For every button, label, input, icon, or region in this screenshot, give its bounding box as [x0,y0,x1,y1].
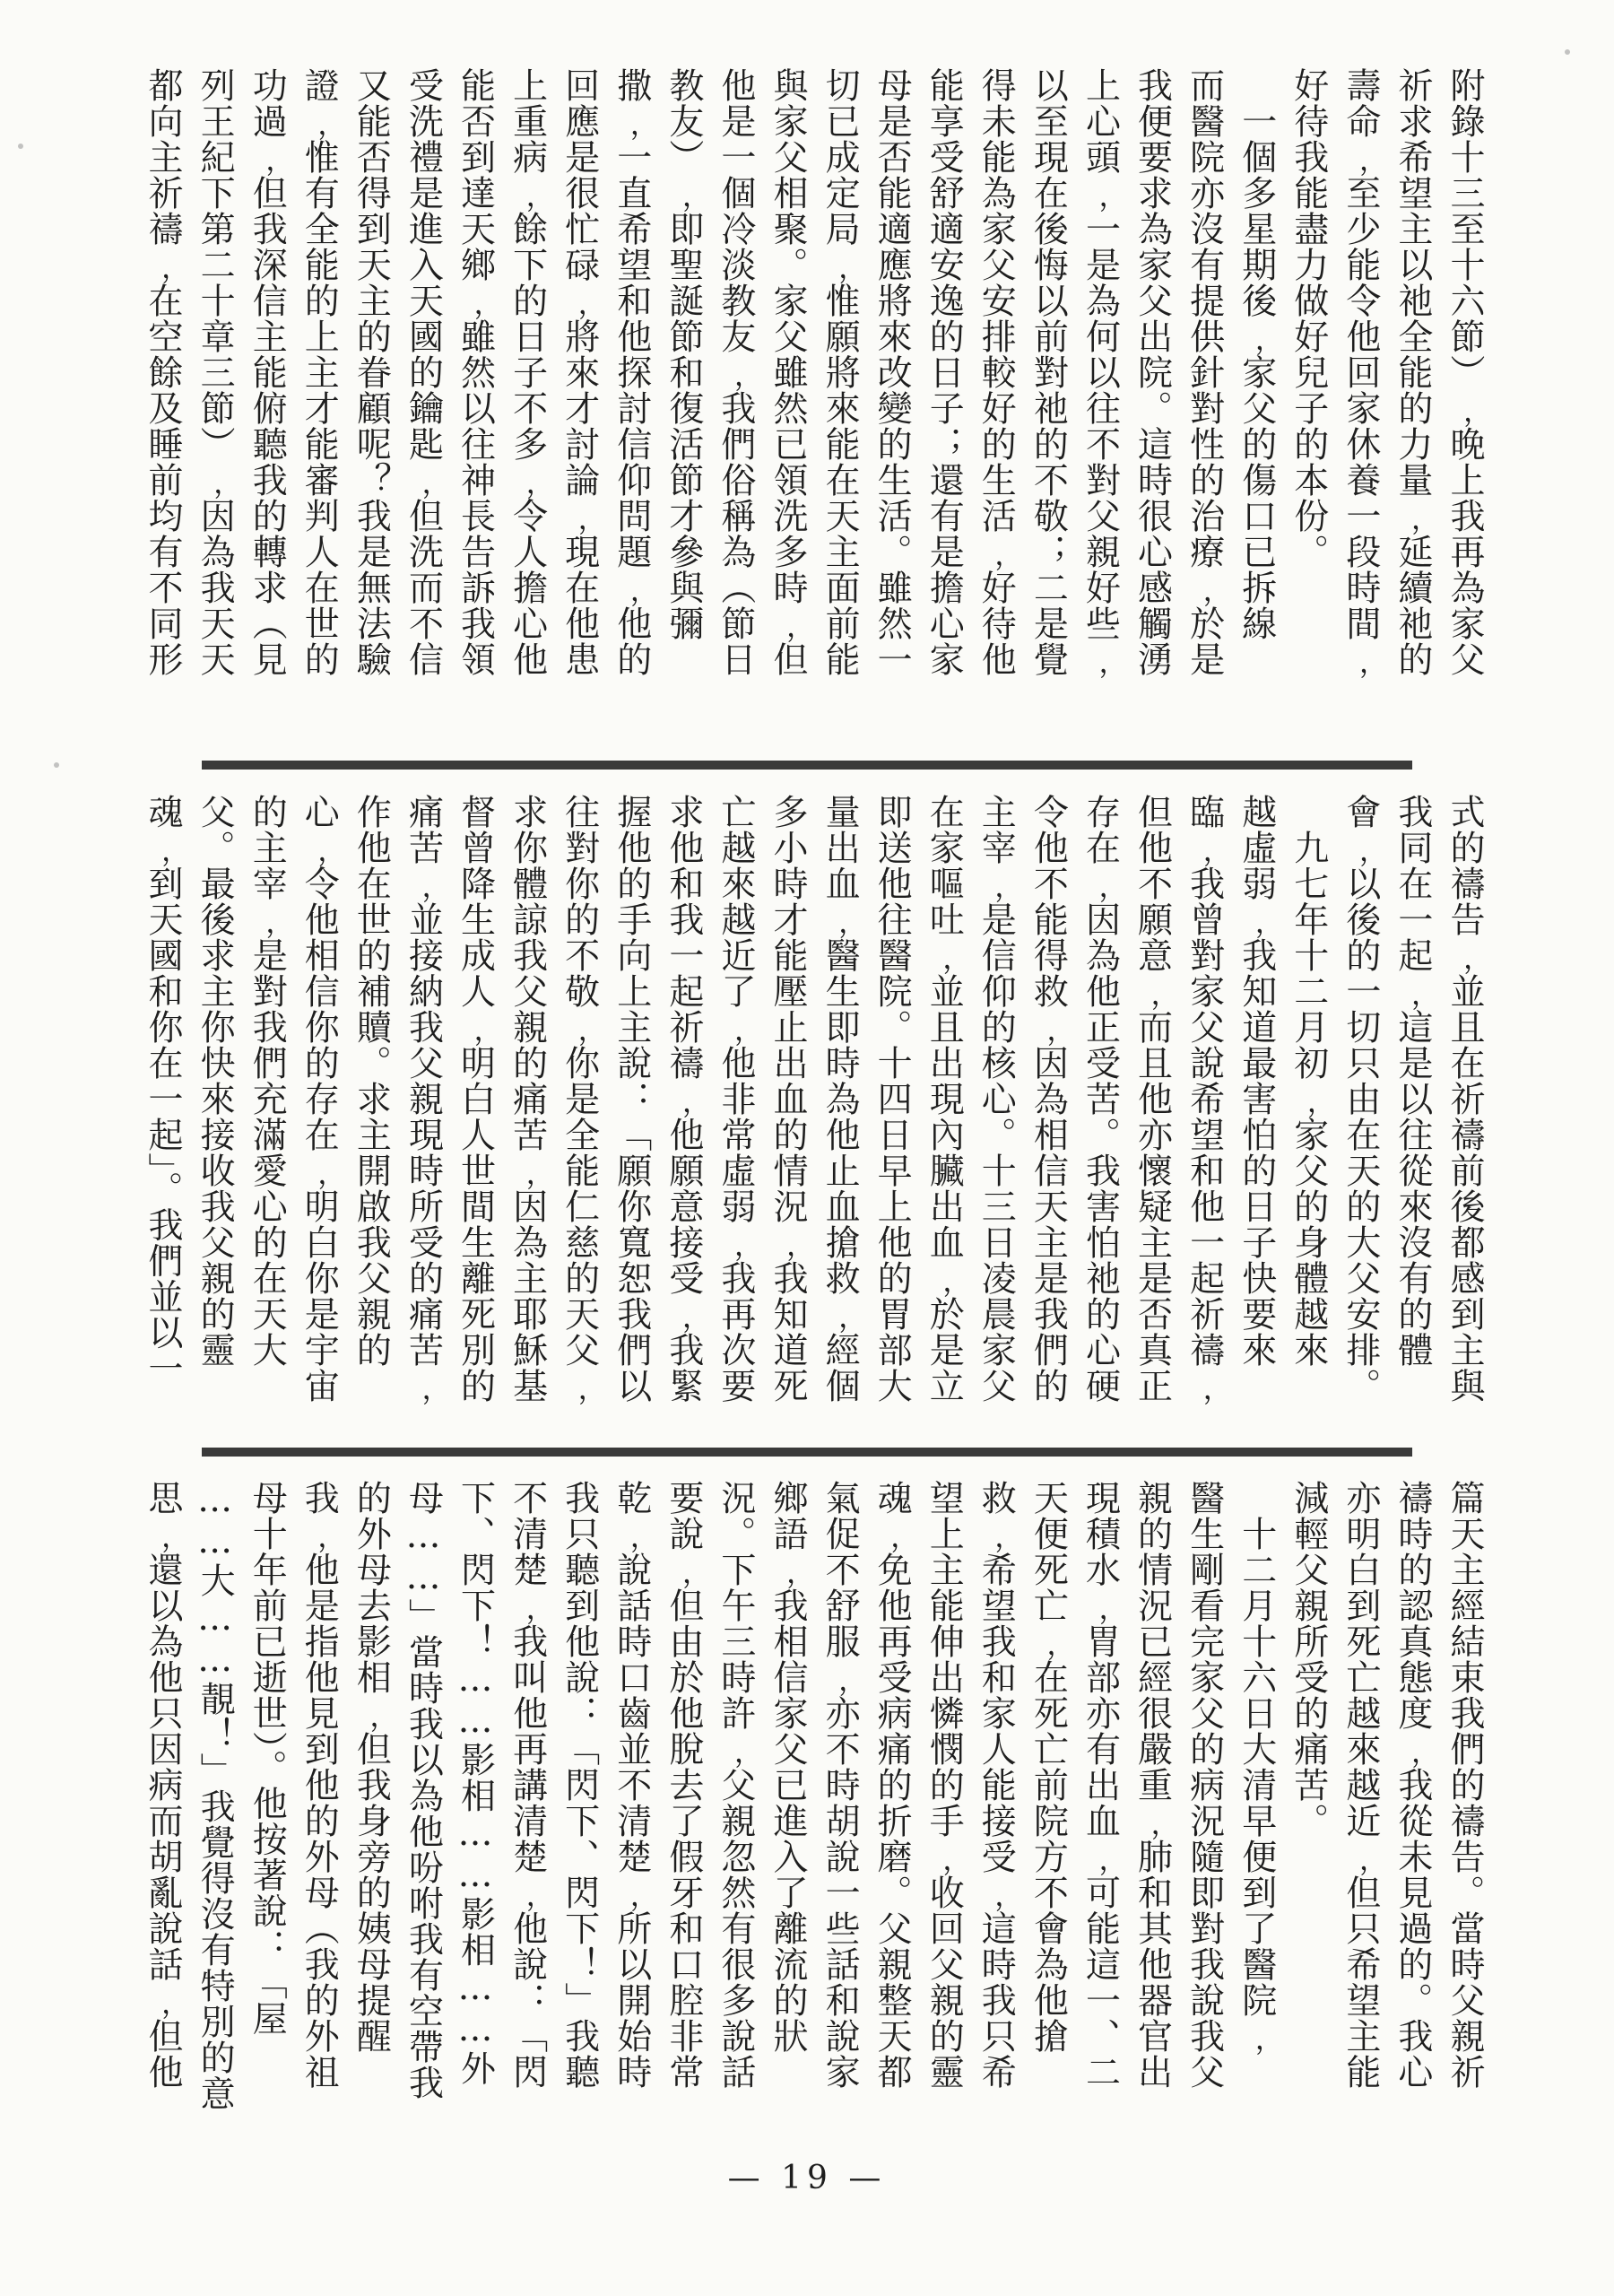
text-column: 但他不願意﹐而且他亦懷疑主是否真正 [1132,794,1173,1404]
text-column: 往對你的不敬﹐你是全能仁慈的天父﹐ [559,794,600,1404]
text-column: 求你體諒我父親的痛苦﹐因為主耶穌基 [507,794,548,1404]
text-column: 臨﹐我曾對家父說希望和他一起祈禱﹐ [1184,794,1225,1404]
section-divider [202,1448,1412,1457]
text-column: 不清楚﹐我叫他再講清楚﹐他說：「閃 [507,1480,548,2090]
text-column: 篇天主經結束我們的禱告。當時父親祈 [1445,1480,1485,2090]
text-column: 能否到達天鄉﹐雖然以往神長告訴我領 [455,67,496,677]
text-column: 況。下午三時許﹐父親忽然有很多說話 [715,1480,756,2090]
text-column: 越虛弱﹐我知道最害怕的日子快要來 [1236,794,1277,1368]
text-column: 會﹐以後的一切只由在天的大父安排。 [1340,794,1381,1404]
text-column: 督曾降生成人﹐明白人世間生離死別的 [455,794,496,1404]
text-column: 下、閃下！……影相……影相……外 [455,1480,496,2086]
text-column: 壽命﹐至少能令他回家休養一段時間﹐ [1340,67,1381,677]
page-number: — 19 — [727,2160,887,2196]
text-column: 思﹐還以為他只因病而胡亂說話﹐但他 [143,1480,184,2090]
text-column: 十二月十六日大清早便到了醫院﹐ [1236,1480,1277,2054]
text-column: 作他在世的補贖。求主開啟我父親的 [351,794,392,1368]
text-column: 天便死亡﹐在死亡前院方不會為他搶 [1028,1480,1069,2054]
text-column: 一個多星期後﹐家父的傷口已拆線 [1236,67,1277,641]
text-column: 好待我能盡力做好兒子的本份。 [1288,67,1329,570]
text-column: 受洗禮是進入天國的鑰匙﹐但洗而不信 [403,67,444,677]
text-column: 式的禱告﹐並且在祈禱前後都感到主與 [1445,794,1485,1404]
text-column: 親的情況已經很嚴重﹐肺和其他器官出 [1132,1480,1173,2090]
text-column: 母是否能適應將來改變的生活。雖然一 [872,67,913,677]
text-column: ……大……靚！」我覺得沒有特別的意 [195,1480,236,2111]
text-column: 現積水﹐胃部亦有出血﹐可能這一、二 [1080,1480,1121,2090]
text-column: 醫生剛看完家父的病況隨即對我說我父 [1184,1480,1225,2090]
text-column: 得未能為家父安排較好的生活﹐好待他 [976,67,1017,677]
text-column: 我﹐他是指他見到他的外母（我的外祖 [299,1480,340,2090]
text-column: 的主宰﹐是對我們充滿愛心的在天大 [247,794,288,1368]
text-column: 母十年前已逝世）。他按著說：「屋 [247,1480,288,2037]
scan-speck [18,144,23,149]
text-column: 撒﹐一直希望和他探討信仰問題﹐他的 [611,67,652,677]
text-column: 證﹐惟有全能的上主才能審判人在世的 [299,67,340,677]
text-column: 減輕父親所受的痛苦。 [1288,1480,1329,1839]
text-column: 鄉語﹐我相信家父已進入了離流的狀 [767,1480,808,2054]
text-column: 九七年十二月初﹐家父的身體越來 [1288,794,1329,1368]
text-column: 又能否得到天主的眷顧呢？我是無法驗 [351,67,392,677]
text-column: 乾﹐說話時口齒並不清楚﹐所以開始時 [611,1480,652,2090]
text-column: 上心頭﹐一是為何以往不對父親好些﹐ [1080,67,1121,677]
text-section-middle [139,794,1493,1439]
text-section-bottom [139,1480,1493,2157]
text-column: 都向主祈禱﹐在空餘及睡前均有不同形 [143,67,184,677]
scan-speck [1565,49,1570,55]
text-column: 功過﹐但我深信主能俯聽我的轉求（見 [247,67,288,677]
text-column: 求他和我一起祈禱﹐他願意接受﹐我緊 [663,794,704,1404]
text-column: 痛苦﹐並接納我父親現時所受的痛苦﹐ [403,794,444,1404]
text-column: 附錄十三至十六節）﹐晚上我再為家父 [1445,67,1485,677]
text-column: 他是一個冷淡教友﹐我們俗稱為（節日 [715,67,756,677]
section-divider [202,761,1412,770]
text-column: 回應是很忙碌﹐將來才討論﹐現在他患 [559,67,600,677]
text-column: 我便要求為家父出院。這時很心感觸湧 [1132,67,1173,677]
text-column: 令他不能得救﹐因為相信天主是我們的 [1028,794,1069,1404]
text-column: 在家嘔吐﹐並且出現內臟出血﹐於是立 [924,794,965,1404]
text-column: 禱時的認真態度﹐我從未見過的。我心 [1392,1480,1433,2090]
text-column: 能享受舒適安逸的日子；還有是擔心家 [924,67,965,677]
text-column: 上重病﹐餘下的日子不多﹐令人擔心他 [507,67,548,677]
text-column: 握他的手向上主說：「願你寬恕我們以 [611,794,652,1404]
text-column: 亦明白到死亡越來越近﹐但只希望主能 [1340,1480,1381,2090]
text-column: 即送他往醫院。十四日早上他的胃部大 [872,794,913,1404]
text-column: 祈求希望主以祂全能的力量﹐延續祂的 [1392,67,1433,677]
text-column: 母……」當時我以為他吩咐我有空帶我 [403,1480,444,2100]
text-column: 亡越來越近了﹐他非常虛弱﹐我再次要 [715,794,756,1404]
text-column: 列王紀下第二十章三節）﹐因為我天天 [195,67,236,677]
text-section-top [139,67,1493,753]
text-column: 存在﹐因為他正受苦。我害怕祂的心硬 [1080,794,1121,1404]
text-column: 的外母去影相﹐但我身旁的姨母提醒 [351,1480,392,2054]
text-column: 量出血﹐醫生即時為他止血搶救﹐經個 [820,794,861,1404]
text-column: 魂﹐到天國和你在一起」。我們並以一 [143,794,184,1387]
text-column: 而醫院亦沒有提供針對性的治療﹐於是 [1184,67,1225,677]
text-column: 望上主能伸出憐憫的手﹐收回父親的靈 [924,1480,965,2090]
text-column: 魂﹐免他再受病痛的折磨。父親整天都 [872,1480,913,2090]
text-column: 多小時才能壓止出血的情況﹐我知道死 [767,794,808,1404]
text-column: 氣促不舒服﹐亦不時胡說一些話和說家 [820,1480,861,2090]
text-column: 與家父相聚。家父雖然已領洗多時﹐但 [767,67,808,677]
text-column: 心﹐令他相信你的存在﹐明白你是宇宙 [299,794,340,1404]
text-column: 父。最後求主你快來接收我父親的靈 [195,794,236,1368]
text-column: 我同在一起﹐這是以往從來沒有的體 [1392,794,1433,1368]
text-column: 主宰﹐是信仰的核心。十三日凌晨家父 [976,794,1017,1404]
text-column: 我只聽到他說：「閃下、閃下！」我聽 [559,1480,600,2090]
text-column: 教友）﹐即聖誕節和復活節才參與彌 [663,67,704,641]
text-column: 切已成定局﹐惟願將來能在天主面前能 [820,67,861,677]
text-column: 以至現在後悔以前對祂的不敬；二是覺 [1028,67,1069,677]
text-column: 救﹐希望我和家人能接受﹐這時我只希 [976,1480,1017,2090]
scan-speck [54,762,59,768]
text-column: 要說﹐但由於他脫去了假牙和口腔非常 [663,1480,704,2090]
